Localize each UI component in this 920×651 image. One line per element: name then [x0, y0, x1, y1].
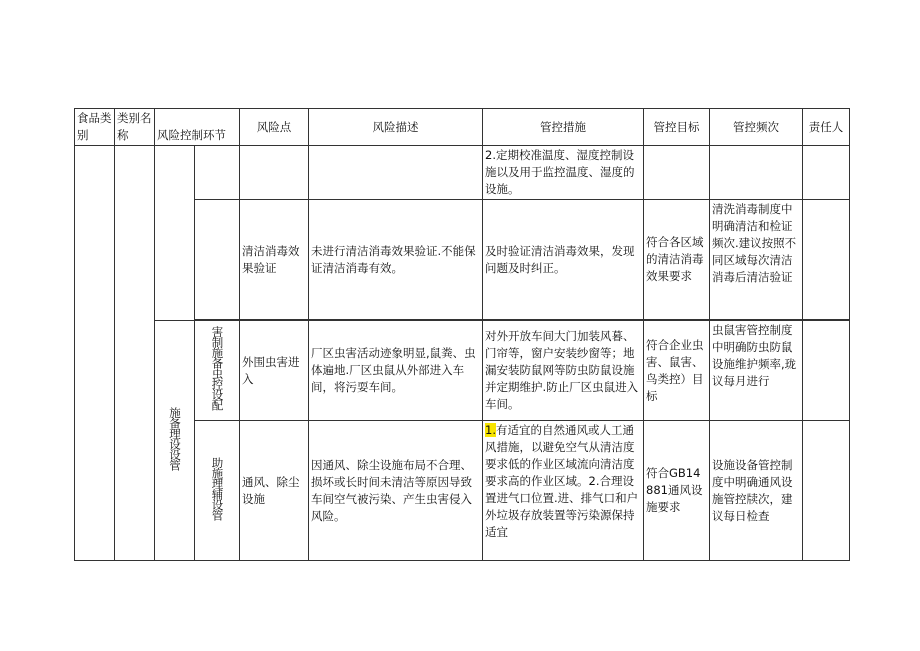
category-name-cell — [115, 146, 155, 561]
table-row — [75, 146, 850, 200]
risk-desc-cell: 未进行清洁消毒效果验证.不能保证清洁消毒有效。 — [309, 200, 483, 320]
risk-control-table — [74, 108, 850, 561]
frequency-cell — [710, 146, 803, 200]
measures-text: 有适宜的自然通风或人工通风措施，以避免空气从清洁度要求低的作业区域流向清洁度要求高的作业区域。2.合理设置进气口位置.进、排气口和户外垃圾存放装置等污染源保持适宜 — [485, 423, 639, 539]
owner-cell — [803, 321, 850, 421]
risk-point-cell — [240, 146, 309, 200]
measures-cell — [483, 421, 644, 561]
target-cell: 符合GB14881通风设施要求 — [644, 421, 710, 561]
stage-vent-label: 助施理辅设管 — [210, 456, 225, 520]
risk-desc-cell: 厂区虫害活动迹象明显,鼠粪、虫体遍地.厂区虫鼠从外部进入车间，将污耍车间。 — [309, 321, 483, 421]
measures-cell: 2.定期校准温度、湿度控制设施以及用于监控温度、湿度的设施。 — [483, 146, 644, 200]
owner-cell — [803, 200, 850, 320]
stage-pest-cell — [195, 321, 240, 421]
highlighted-item-number: 1. — [485, 423, 496, 437]
substage-cell — [195, 200, 240, 320]
risk-point-cell: 通风、除尘设施 — [240, 421, 309, 561]
stage-pest-label: 害制施备虫控设配 — [210, 326, 225, 410]
header-control-stage: 风险控制环节 — [155, 109, 240, 146]
frequency-cell: 虫鼠害管控制度中明确防虫防鼠设施维护频率,珑议每月进行 — [710, 321, 803, 421]
risk-point-cell: 清洁消毒效果验证 — [240, 200, 309, 320]
frequency-cell: 清洗消毒制度中明确清洁和检证频次.建议按照不同区域每次清洁消毒后清洁验证 — [710, 200, 803, 320]
risk-point-cell: 外围虫害进入 — [240, 321, 309, 421]
measures-cell: 及时验证清洁消毒效果，发现问题及时纠正。 — [483, 200, 644, 320]
owner-cell — [803, 421, 850, 561]
frequency-cell: 设施设备管控制度中明确通风设施管控牍次，建议每日检查 — [710, 421, 803, 561]
header-food-category: 食品类别 — [75, 109, 115, 146]
risk-desc-cell — [309, 146, 483, 200]
stage-main-label: 施备理设设管 — [168, 406, 182, 470]
target-cell — [644, 146, 710, 200]
header-measures: 管控措施 — [483, 109, 644, 146]
target-cell: 符合企业虫害、鼠害、鸟类控）目标 — [644, 321, 710, 421]
stage-upper-cell — [155, 146, 195, 321]
substage-cell — [195, 146, 240, 200]
risk-desc-cell: 因通风、除尘设施布局不合理、损坏或长时间未清洁等原因导致车间空气被污染、产生虫害侵入风险。 — [309, 421, 483, 561]
table-header-row — [75, 109, 850, 146]
header-risk-desc: 风险描述 — [309, 109, 483, 146]
header-frequency: 管控频次 — [710, 109, 803, 146]
header-target: 管控目标 — [644, 109, 710, 146]
target-cell: 符合各区域的清洁消毒效果要求 — [644, 200, 710, 320]
measures-cell: 对外开放车间大门加装风暮、门帘等，窗户安装纱窗等；地漏安装防鼠网等防虫防鼠设施并定期维护.防止厂区虫鼠进入车间。 — [483, 321, 644, 421]
header-category-name: 类别名称 — [115, 109, 155, 146]
stage-vent-cell — [195, 421, 240, 561]
stage-main-cell — [155, 321, 195, 561]
owner-cell — [803, 146, 850, 200]
header-owner: 责任人 — [803, 109, 850, 146]
table-row — [75, 321, 850, 421]
header-risk-point: 风险点 — [240, 109, 309, 146]
food-category-cell — [75, 146, 115, 561]
